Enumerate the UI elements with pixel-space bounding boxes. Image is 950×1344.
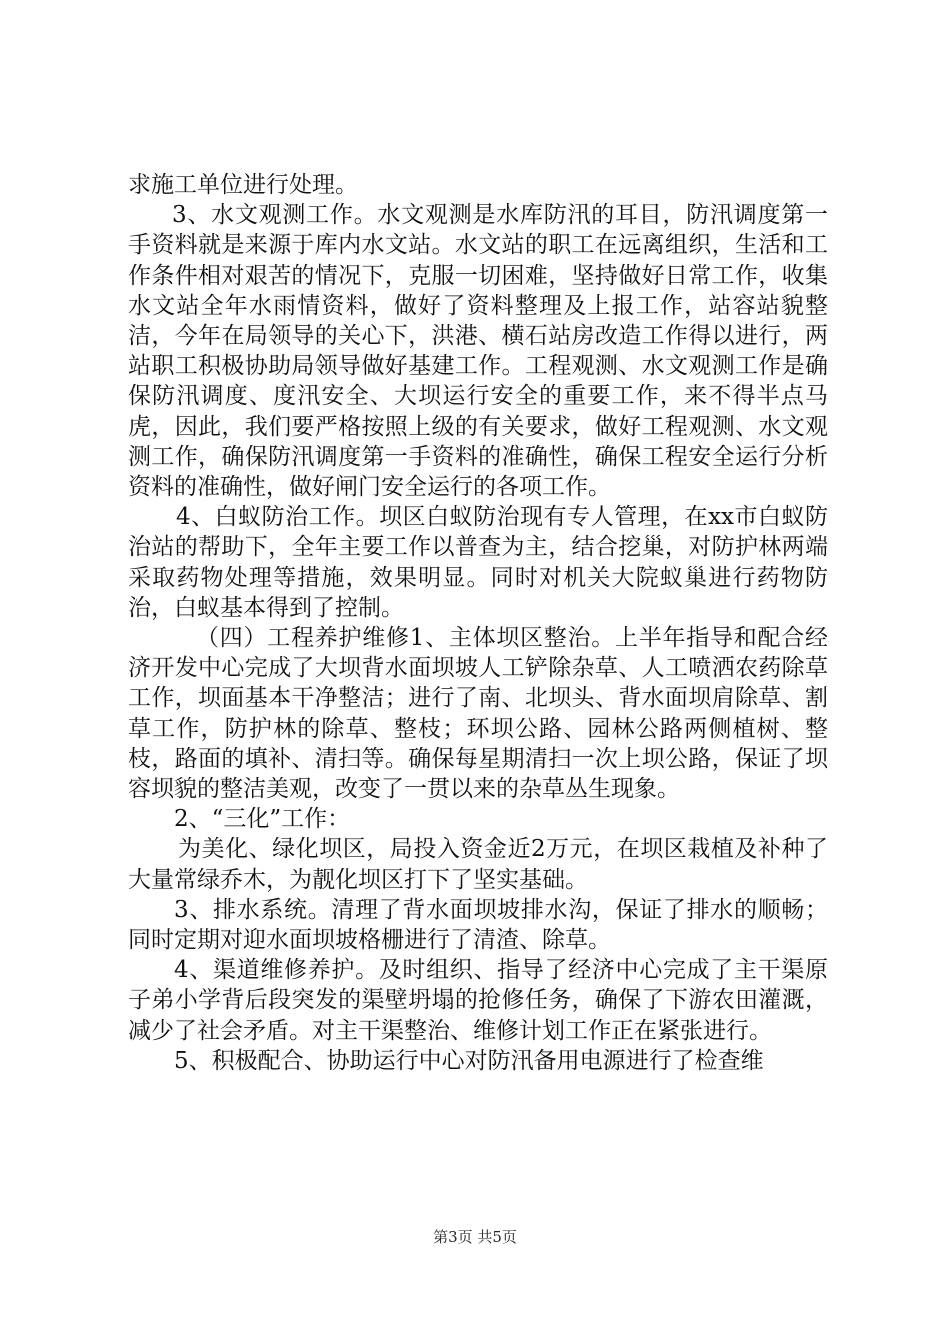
paragraph-sanhua-heading: 2、“三化”工作： bbox=[174, 806, 351, 833]
paragraph-maintenance: （四）工程养护维修1、主体坝区整治。上半年指导和配合经济开发中心完成了大坝背水面坝坡人工铲除杂草、人工喷洒农药除草工作，坝面基本干净整洁；进行了南、北坝头、背水面坝肩除草、割草工作，防护林的除草、整枝；环坝公路、园林公路两侧植树、整枝，路面的填补、清扫等。确保每星期清扫一次上坝公路，保证了坝容坝貌的整洁美观，改变了一贯以来的杂草丛生现象。 bbox=[128, 625, 828, 803]
paragraph-greening: 为美化、绿化坝区，局投入资金近2万元，在坝区栽植及补种了大量常绿乔木，为靓化坝区打下了坚实基础。 bbox=[128, 836, 828, 893]
paragraph-canal: 4、渠道维修养护。及时组织、指导了经济中心完成了主干渠原子弟小学背后段突发的渠壁坍塌的抢修任务，确保了下游农田灌溉，减少了社会矛盾。对主干渠整治、维修计划工作正在紧张进行。 bbox=[128, 957, 828, 1044]
paragraph-termite: 4、白蚁防治工作。坝区白蚁防治现有专人管理，在xx市白蚁防治站的帮助下，全年主要工作以普查为主，结合挖巢，对防护林两端采取药物处理等措施，效果明显。同时对机关大院蚁巢进行药物防治，白蚁基本得到了控制。 bbox=[128, 504, 828, 621]
paragraph-power: 5、积极配合、协助运行中心对防汛备用电源进行了检查维 bbox=[174, 1047, 764, 1074]
paragraph-hydrology: 3、水文观测工作。水文观测是水库防汛的耳目，防汛调度第一手资料就是来源于库内水文站。水文站的职工在远离组织，生活和工作条件相对艰苦的情况下，克服一切困难，坚持做好日常工作，收集水文站全年水雨情资料，做好了资料整理及上报工作，站容站貌整洁，今年在局领导的关心下，洪港、横石站房改造工作得以进行，两站职工积极协助局领导做好基建工作。工程观测、水文观测工作是确保防汛调度、度汛安全、大坝运行安全的重要工作，来不得半点马虎，因此，我们要严格按照上级的有关要求，做好工程观测、水文观测工作，确保防汛调度第一手资料的准确性，确保工程安全运行分析资料的准确性，做好闸门安全运行的各项工作。 bbox=[128, 202, 828, 501]
page-footer: 第3页 共5页 bbox=[433, 1228, 517, 1246]
paragraph-drainage: 3、排水系统。清理了背水面坝坡排水沟，保证了排水的顺畅；同时定期对迎水面坝坡格栅进行了清渣、除草。 bbox=[128, 896, 828, 954]
paragraph-continuation: 求施工单位进行处理。 bbox=[128, 172, 358, 198]
body-text bbox=[128, 170, 828, 1076]
